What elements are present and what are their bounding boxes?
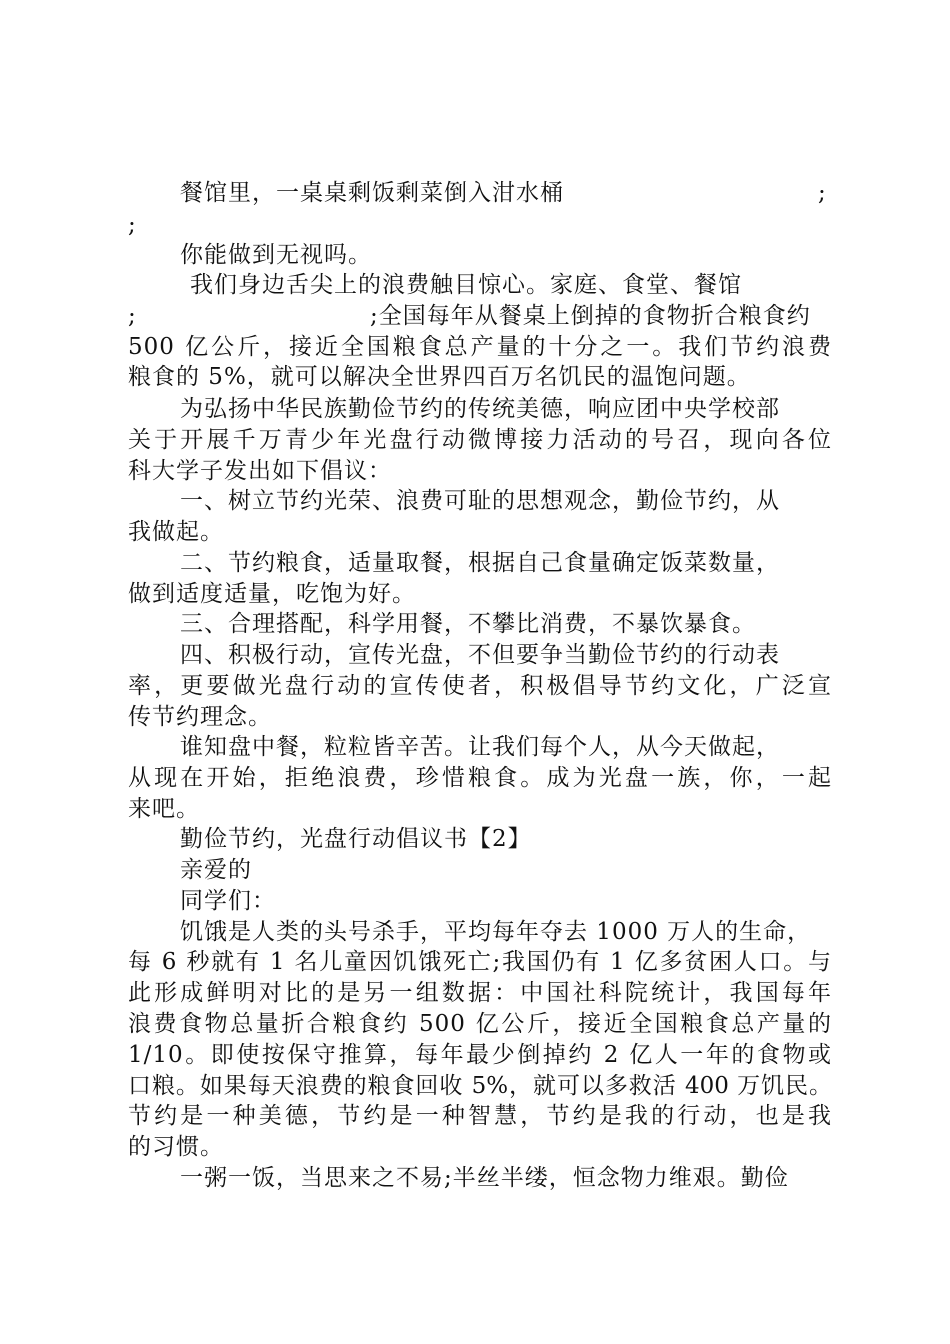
text-line: 浪费食物总量折合粮食约 500 亿公斤，接近全国粮食总产量的	[128, 1011, 832, 1037]
text-line: 为弘扬中华民族勤俭节约的传统美德，响应团中央学校部	[180, 396, 780, 422]
text-line: 节约是一种美德，节约是一种智慧，节约是我的行动，也是我	[128, 1103, 832, 1129]
text-line: 粮食的 5%，就可以解决全世界四百万名饥民的温饱问题。	[128, 364, 751, 390]
text-line: 我们身边舌尖上的浪费触目惊心。家庭、食堂、餐馆	[190, 272, 742, 298]
text-line: 关于开展千万青少年光盘行动微博接力活动的号召，现向各位	[128, 427, 832, 453]
section-heading: 勤俭节约，光盘行动倡议书【2】	[180, 826, 532, 852]
text-line: 餐馆里，一桌桌剩饭剩菜倒入泔水桶	[180, 180, 564, 206]
text-line: 饥饿是人类的头号杀手，平均每年夺去 1000 万人的生命，	[180, 919, 812, 945]
text-line: ;	[128, 212, 137, 238]
text-line: 1/10。即使按保守推算，每年最少倒掉约 2 亿人一年的食物或	[128, 1042, 832, 1068]
text-line: 此形成鲜明对比的是另一组数据：中国社科院统计，我国每年	[128, 980, 832, 1006]
text-line: 四、积极行动，宣传光盘，不但要争当勤俭节约的行动表	[180, 642, 780, 668]
text-line: 率，更要做光盘行动的宣传使者，积极倡导节约文化，广泛宣	[128, 673, 832, 699]
text-line: 一、树立节约光荣、浪费可耻的思想观念，勤俭节约，从	[180, 488, 780, 514]
text-line: 我做起。	[128, 519, 224, 545]
text-line: 一粥一饭，当思来之不易;半丝半缕，恒念物力维艰。勤俭	[180, 1165, 789, 1191]
text-line: 同学们：	[180, 888, 276, 914]
text-line: ;	[818, 180, 826, 206]
text-line: ;	[128, 303, 137, 329]
text-line: 做到适度适量，吃饱为好。	[128, 581, 416, 607]
text-line: 二、节约粮食，适量取餐，根据自己食量确定饭菜数量，	[180, 550, 780, 576]
text-line: 每 6 秒就有 1 名儿童因饥饿死亡;我国仍有 1 亿多贫困人口。与	[128, 949, 832, 975]
text-line: 科大学子发出如下倡议：	[128, 458, 392, 484]
text-line: 传节约理念。	[128, 704, 272, 730]
text-line: 谁知盘中餐，粒粒皆辛苦。让我们每个人，从今天做起，	[180, 734, 780, 760]
text-line: 的习惯。	[128, 1134, 224, 1160]
text-line: 你能做到无视吗。	[180, 242, 372, 268]
text-line: 来吧。	[128, 796, 200, 822]
text-line: ;全国每年从餐桌上倒掉的食物折合粮食约	[370, 303, 811, 329]
text-line: 三、合理搭配，科学用餐，不攀比消费，不暴饮暴食。	[180, 611, 756, 637]
text-line: 亲爱的	[180, 857, 252, 883]
text-line: 口粮。如果每天浪费的粮食回收 5%，就可以多救活 400 万饥民。	[128, 1073, 832, 1099]
text-line: 从现在开始，拒绝浪费，珍惜粮食。成为光盘一族，你，一起	[128, 765, 832, 791]
text-line: 500 亿公斤，接近全国粮食总产量的十分之一。我们节约浪费	[128, 334, 832, 360]
